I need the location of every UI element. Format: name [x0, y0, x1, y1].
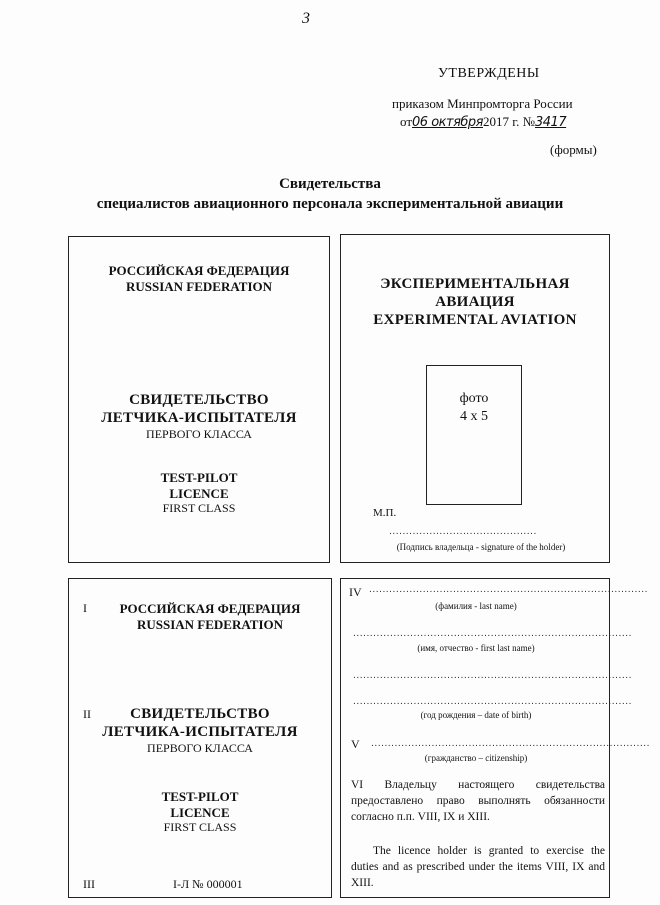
cert-title-ru-1: СВИДЕТЕЛЬСТВО: [129, 392, 269, 408]
stamp-label: М.П.: [373, 507, 397, 519]
inner-cert-ru-2: ЛЕТЧИКА-ИСПЫТАТЕЛЯ: [102, 724, 298, 740]
photo-placeholder: [426, 365, 522, 505]
privileges-ru-text: Владельцу настоящего свидетельства предоставлено право выполнять обязанности согласно п.п. VIII, IX и XIII.: [351, 779, 605, 823]
citizenship-caption: (гражданство – citizenship): [424, 753, 528, 763]
experimental-title-ru-2: АВИАЦИЯ: [435, 294, 515, 310]
inner-country-ru: РОССИЙСКАЯ ФЕДЕРАЦИЯ: [119, 601, 301, 616]
licence-en-1: TEST-PILOT: [160, 470, 238, 485]
class-ru: ПЕРВОГО КЛАССА: [146, 427, 252, 441]
roman-iv: IV: [349, 585, 362, 599]
document-title: [0, 174, 660, 214]
licence-number: I-Л № 000001: [173, 877, 243, 891]
inner-licence-en-1: TEST-PILOT: [161, 789, 239, 804]
birth-caption: (год рождения – date of birth): [420, 710, 532, 720]
inner-licence-en-2: LICENCE: [170, 805, 230, 820]
inner-cert-ru-1: СВИДЕТЕЛЬСТВО: [130, 706, 270, 722]
cover-back-panel: [340, 234, 610, 563]
cert-title-ru-2: ЛЕТЧИКА-ИСПЫТАТЕЛЯ: [101, 410, 297, 426]
page-number: 3: [302, 10, 310, 27]
approved-heading: УТВЕРЖДЕНЫ: [438, 66, 540, 81]
roman-v: V: [351, 737, 360, 751]
inner-class-en: FIRST CLASS: [163, 820, 237, 834]
inner-country-en: RUSSIAN FEDERATION: [136, 617, 284, 632]
order-date-line: [400, 114, 566, 130]
first-name-line: ...................................................................................: [353, 629, 632, 639]
country-en: RUSSIAN FEDERATION: [125, 279, 273, 294]
photo-size: 4 х 5: [460, 409, 488, 424]
forms-label: (формы): [550, 142, 597, 157]
signature-caption: (Подпись владельца - signature of the holder): [396, 542, 566, 552]
inner-right-panel: [340, 578, 650, 898]
handwritten-number: 3417: [535, 115, 567, 130]
photo-label: фото: [459, 391, 489, 406]
roman-vi: VI: [351, 779, 364, 791]
signature-line: ............................................: [389, 527, 537, 537]
title-line-2: специалистов авиационного персонала экспериментальной авиации: [96, 196, 564, 212]
handwritten-date: 06 октября: [412, 115, 483, 130]
privileges-ru: [351, 777, 605, 825]
cover-front-panel: [68, 236, 330, 563]
year-part: 2017 г. №: [482, 114, 536, 129]
last-name-line: ...................................................................................: [369, 585, 648, 595]
date-prefix: от: [400, 114, 413, 129]
first-name-caption: (имя, отчество - first last name): [417, 643, 535, 653]
roman-i: I: [83, 601, 87, 615]
inner-left-panel: [68, 578, 332, 898]
last-name-caption: (фамилия - last name): [435, 601, 517, 611]
roman-iii: III: [83, 877, 95, 891]
experimental-title-ru-1: ЭКСПЕРИМЕНТАЛЬНАЯ: [380, 276, 570, 292]
licence-en-2: LICENCE: [169, 486, 229, 501]
extra-line: ...................................................................................: [353, 671, 632, 681]
inner-class-ru: ПЕРВОГО КЛАССА: [147, 741, 253, 755]
title-line-1: Свидетельства: [279, 176, 381, 192]
roman-ii: II: [83, 707, 91, 721]
citizenship-line: ...................................................................................: [371, 739, 650, 749]
experimental-title-en: EXPERIMENTAL AVIATION: [373, 312, 577, 328]
country-ru: РОССИЙСКАЯ ФЕДЕРАЦИЯ: [108, 263, 290, 278]
class-en: FIRST CLASS: [162, 501, 236, 515]
order-line: приказом Минпромторга России: [392, 96, 573, 111]
privileges-en: The licence holder is granted to exercise the duties and as prescribed under the items VIII, IX and XIII.: [351, 845, 605, 889]
birth-line: ...................................................................................: [353, 697, 632, 707]
